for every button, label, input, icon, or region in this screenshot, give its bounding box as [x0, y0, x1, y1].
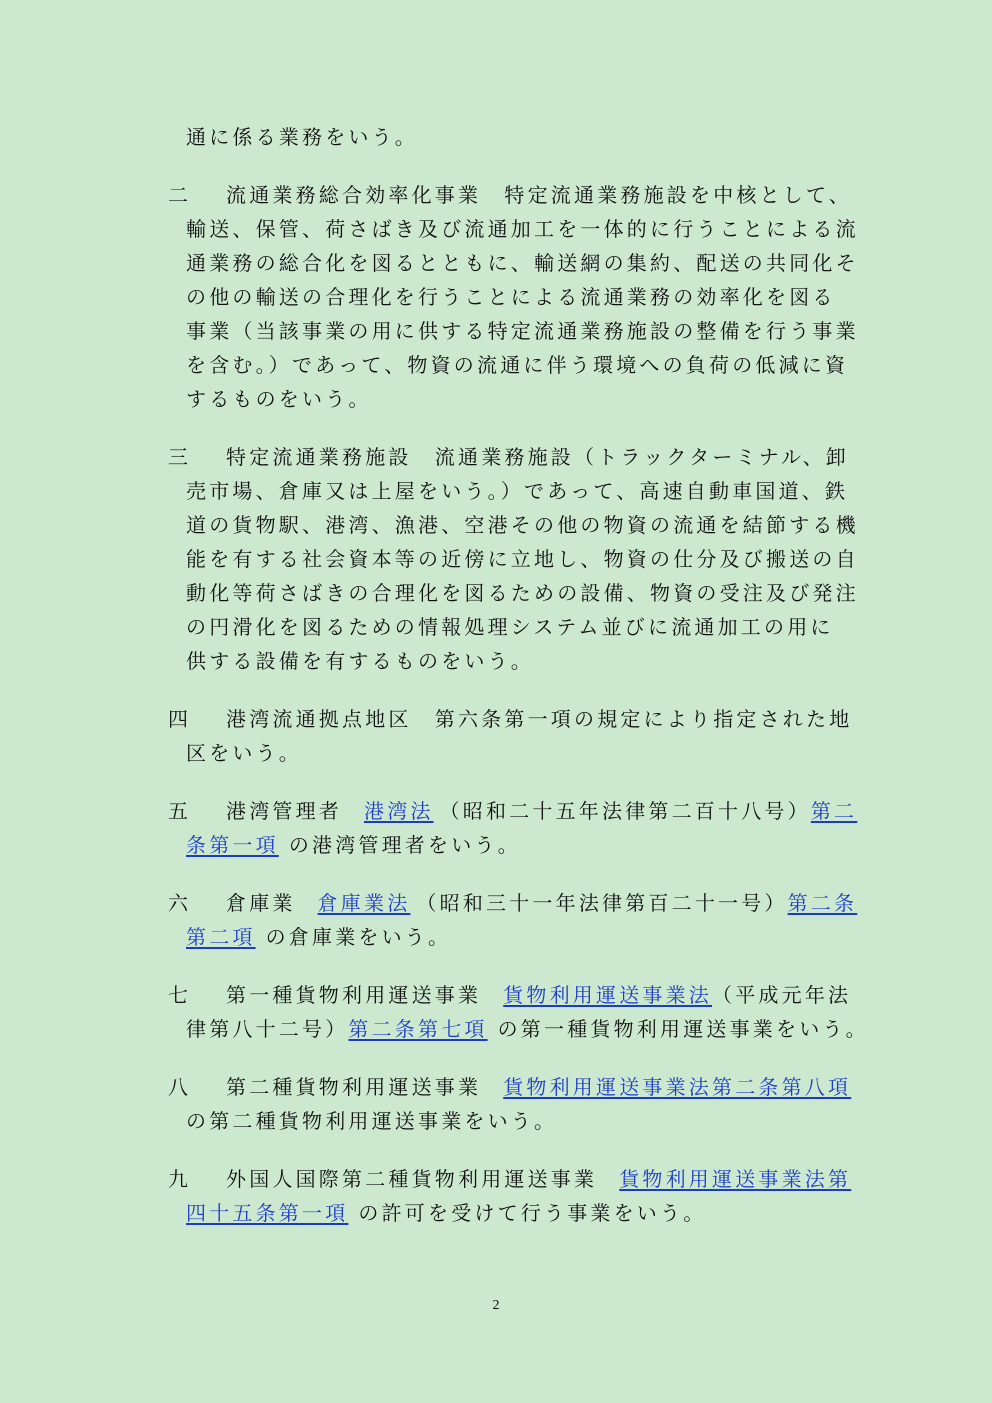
- item1-continuation: 通に係る業務をいう。: [186, 125, 418, 149]
- item5-term: 港湾管理者: [226, 799, 342, 823]
- item5-line2: [186, 828, 521, 862]
- item3-line: 売市場、倉庫又は上屋をいう。）であって、高速自動車国道、鉄: [186, 479, 849, 503]
- article2-para1-link-cont[interactable]: 条第一項: [186, 833, 279, 857]
- item9-line1: [226, 1162, 851, 1196]
- warehouse-act-link[interactable]: 倉庫業法: [317, 891, 411, 915]
- item7-line1: [226, 978, 851, 1012]
- item9-line2: [186, 1196, 706, 1230]
- item3-line: 供する設備を有するものをいう。: [186, 649, 534, 673]
- item2-line: 事業（当該事業の用に供する特定流通業務施設の整備を行う事業: [186, 319, 859, 343]
- item2-line: 輸送、保管、荷さばき及び流通加工を一体的に行うことによる流: [186, 217, 859, 241]
- item3-number: 三: [168, 445, 188, 469]
- item8-term: 第二種貨物利用運送事業: [226, 1075, 482, 1099]
- item6-line2: [186, 920, 451, 954]
- item2-line: 通業務の総合化を図るとともに、輸送網の集約、配送の共同化そ: [186, 251, 859, 275]
- freight-act-article45-link[interactable]: 貨物利用運送事業法第: [619, 1167, 852, 1191]
- item9-number: 九: [168, 1167, 188, 1191]
- item3-heading: 特定流通業務施設 流通業務施設（トラックターミナル、卸: [226, 445, 849, 469]
- item2-number: 二: [168, 183, 188, 207]
- item9-term: 外国人国際第二種貨物利用運送事業: [226, 1167, 598, 1191]
- item7-line2: [186, 1012, 869, 1046]
- item6-tail: の倉庫業をいう。: [265, 925, 452, 949]
- item6-term: 倉庫業: [226, 891, 296, 915]
- item3-line: 動化等荷さばきの合理化を図るための設備、物資の受注及び発注: [186, 581, 859, 605]
- item4-line: 区をいう。: [186, 741, 302, 765]
- page-number: 2: [492, 1298, 500, 1313]
- item6-citation: （昭和三十一年法律第百二十一号）: [416, 891, 788, 915]
- article2-para1-link[interactable]: 第二: [810, 799, 858, 823]
- item7-number: 七: [168, 983, 188, 1007]
- item7-citation: （平成元年法: [712, 983, 852, 1007]
- item4-number: 四: [168, 707, 188, 731]
- item7-tail: の第一種貨物利用運送事業をいう。: [497, 1017, 869, 1041]
- item9-tail: の許可を受けて行う事業をいう。: [358, 1201, 707, 1225]
- item4-heading: 港湾流通拠点地区 第六条第一項の規定により指定された地: [226, 707, 853, 731]
- item8-line1: [226, 1070, 851, 1104]
- article2-para2-link[interactable]: 第二条: [787, 891, 858, 915]
- item5-citation: （昭和二十五年法律第二百十八号）: [439, 799, 811, 823]
- item5-line1: [226, 794, 857, 828]
- freight-act-article45-link-cont[interactable]: 四十五条第一項: [186, 1201, 349, 1225]
- article2-para2-link-cont[interactable]: 第二項: [186, 925, 256, 949]
- item2-heading: 流通業務総合効率化事業 特定流通業務施設を中核として、: [226, 183, 852, 207]
- item3-line: の円滑化を図るための情報処理システム並びに流通加工の用に: [186, 615, 834, 639]
- item7-citation-cont: 律第八十二号）: [186, 1017, 349, 1041]
- item5-tail: の港湾管理者をいう。: [288, 833, 521, 857]
- item2-line: の他の輸送の合理化を行うことによる流通業務の効率化を図る: [186, 285, 836, 309]
- article2-para7-link[interactable]: 第二条第七項: [348, 1017, 488, 1041]
- item8-line2: の第二種貨物利用運送事業をいう。: [186, 1109, 558, 1133]
- item2-line: を含む。）であって、物資の流通に伴う環境への負荷の低減に資: [186, 353, 849, 377]
- item6-line1: [226, 886, 857, 920]
- freight-act-article2-para8-link[interactable]: 貨物利用運送事業法第二条第八項: [503, 1075, 852, 1099]
- item3-line: 道の貨物駅、港湾、漁港、空港その他の物資の流通を結節する機: [186, 513, 859, 537]
- item8-number: 八: [168, 1075, 188, 1099]
- item3-line: 能を有する社会資本等の近傍に立地し、物資の仕分及び搬送の自: [186, 547, 859, 571]
- freight-act-link[interactable]: 貨物利用運送事業法: [503, 983, 713, 1007]
- item7-term: 第一種貨物利用運送事業: [226, 983, 482, 1007]
- item5-number: 五: [168, 799, 188, 823]
- port-act-link[interactable]: 港湾法: [364, 799, 434, 823]
- item2-line: するものをいう。: [186, 387, 372, 411]
- item6-number: 六: [168, 891, 188, 915]
